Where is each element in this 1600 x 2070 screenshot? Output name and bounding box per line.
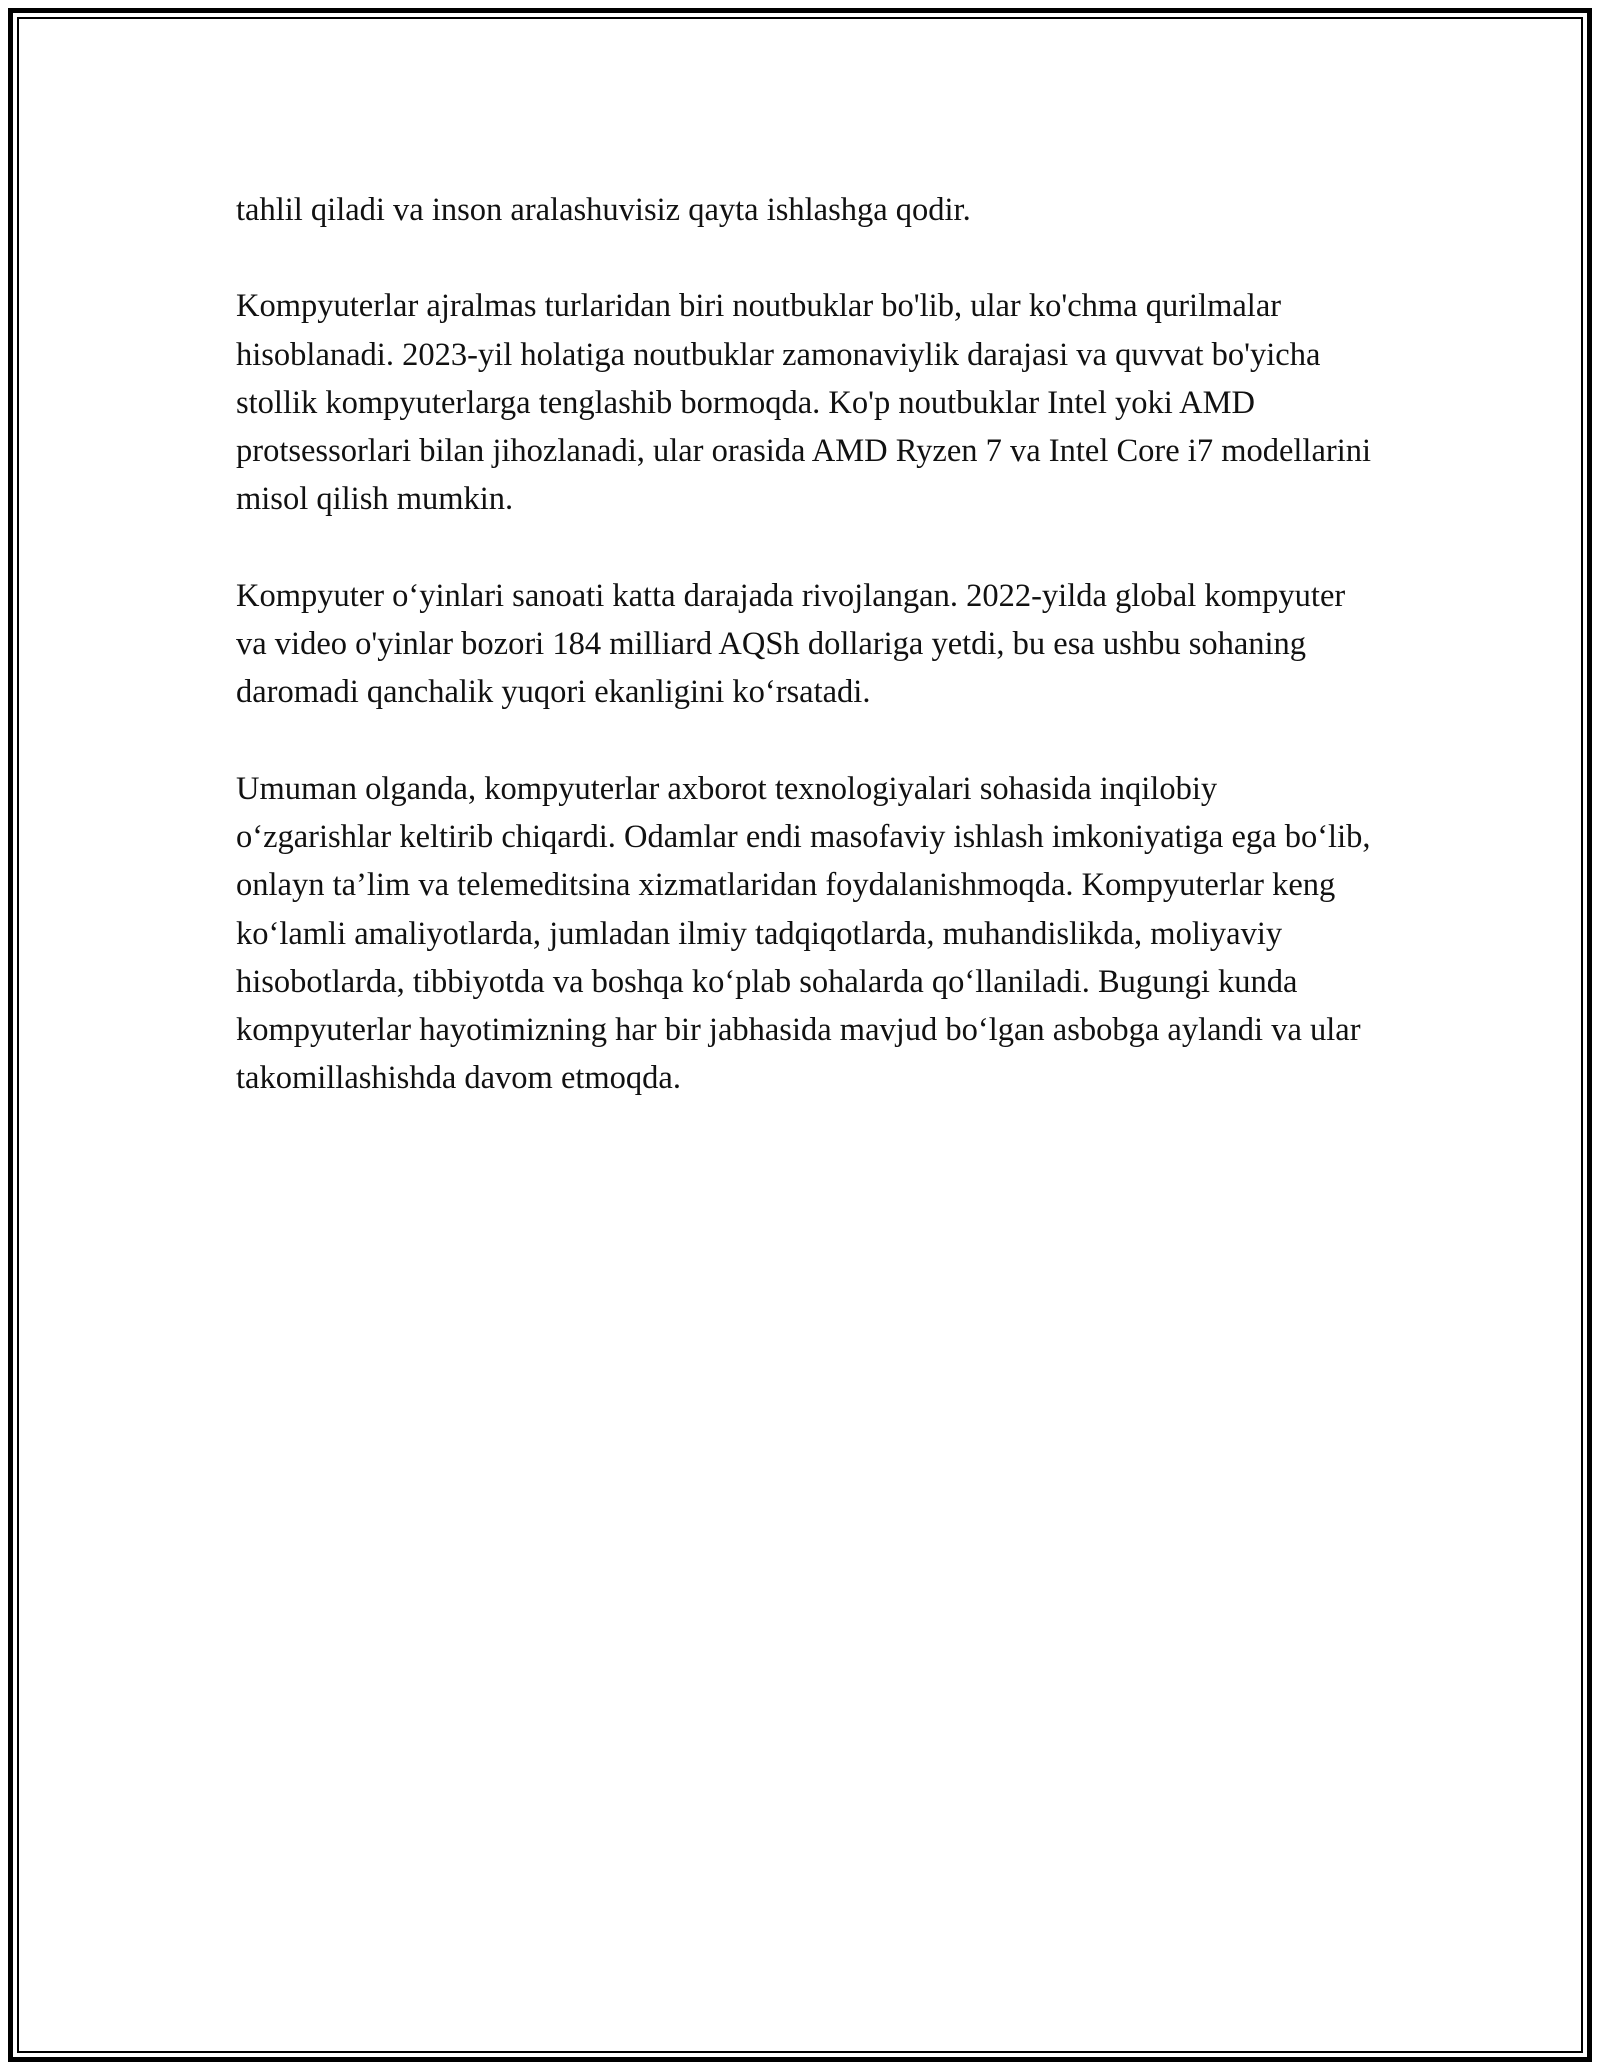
document-body: [236, 186, 1376, 1151]
paragraph-3: Kompyuter o‘yinlari sanoati katta darajada rivojlangan. 2022-yilda global kompyuter va video o'yinlar bozori 184 milliard AQSh dollariga yetdi, bu esa ushbu sohaning daromadi qanchalik yuqori ekanligini ko‘rsatadi.: [236, 577, 1346, 711]
paragraph-4: Umuman olganda, kompyuterlar axborot texnologiyalari sohasida inqilobiy o‘zgarishlar keltirib chiqardi. Odamlar endi masofaviy ishlash imkoniyatiga ega bo‘lib, onlayn ta’lim va telemeditsina xizmatlaridan foydalanishmoqda. Kompyuterlar keng ko‘lamli amaliyotlarda, jumladan ilmiy tadqiqotlarda, muhandislikda, moliyaviy hisobotlarda, tibbiyotda va boshqa ko‘plab sohalarda qo‘llaniladi. Bugungi kunda kompyuterlar hayotimizning har bir jabhasida mavjud bo‘lgan asbobga aylandi va ular takomillashishda davom etmoqda.: [236, 770, 1371, 1097]
paragraph-2: Kompyuterlar ajralmas turlaridan biri noutbuklar bo'lib, ular ko'chma qurilmalar hisoblanadi. 2023-yil holatiga noutbuklar zamonaviylik darajasi va quvvat bo'yicha stollik kompyuterlarga tenglashib bormoqda. Ko'p noutbuklar Intel yoki AMD protsessorlari bilan jihozlanadi, ular orasida AMD Ryzen 7 va Intel Core i7 modellarini misol qilish mumkin.: [236, 288, 1372, 518]
paragraph-1: tahlil qiladi va inson aralashuvisiz qayta ishlashga qodir.: [236, 192, 971, 228]
